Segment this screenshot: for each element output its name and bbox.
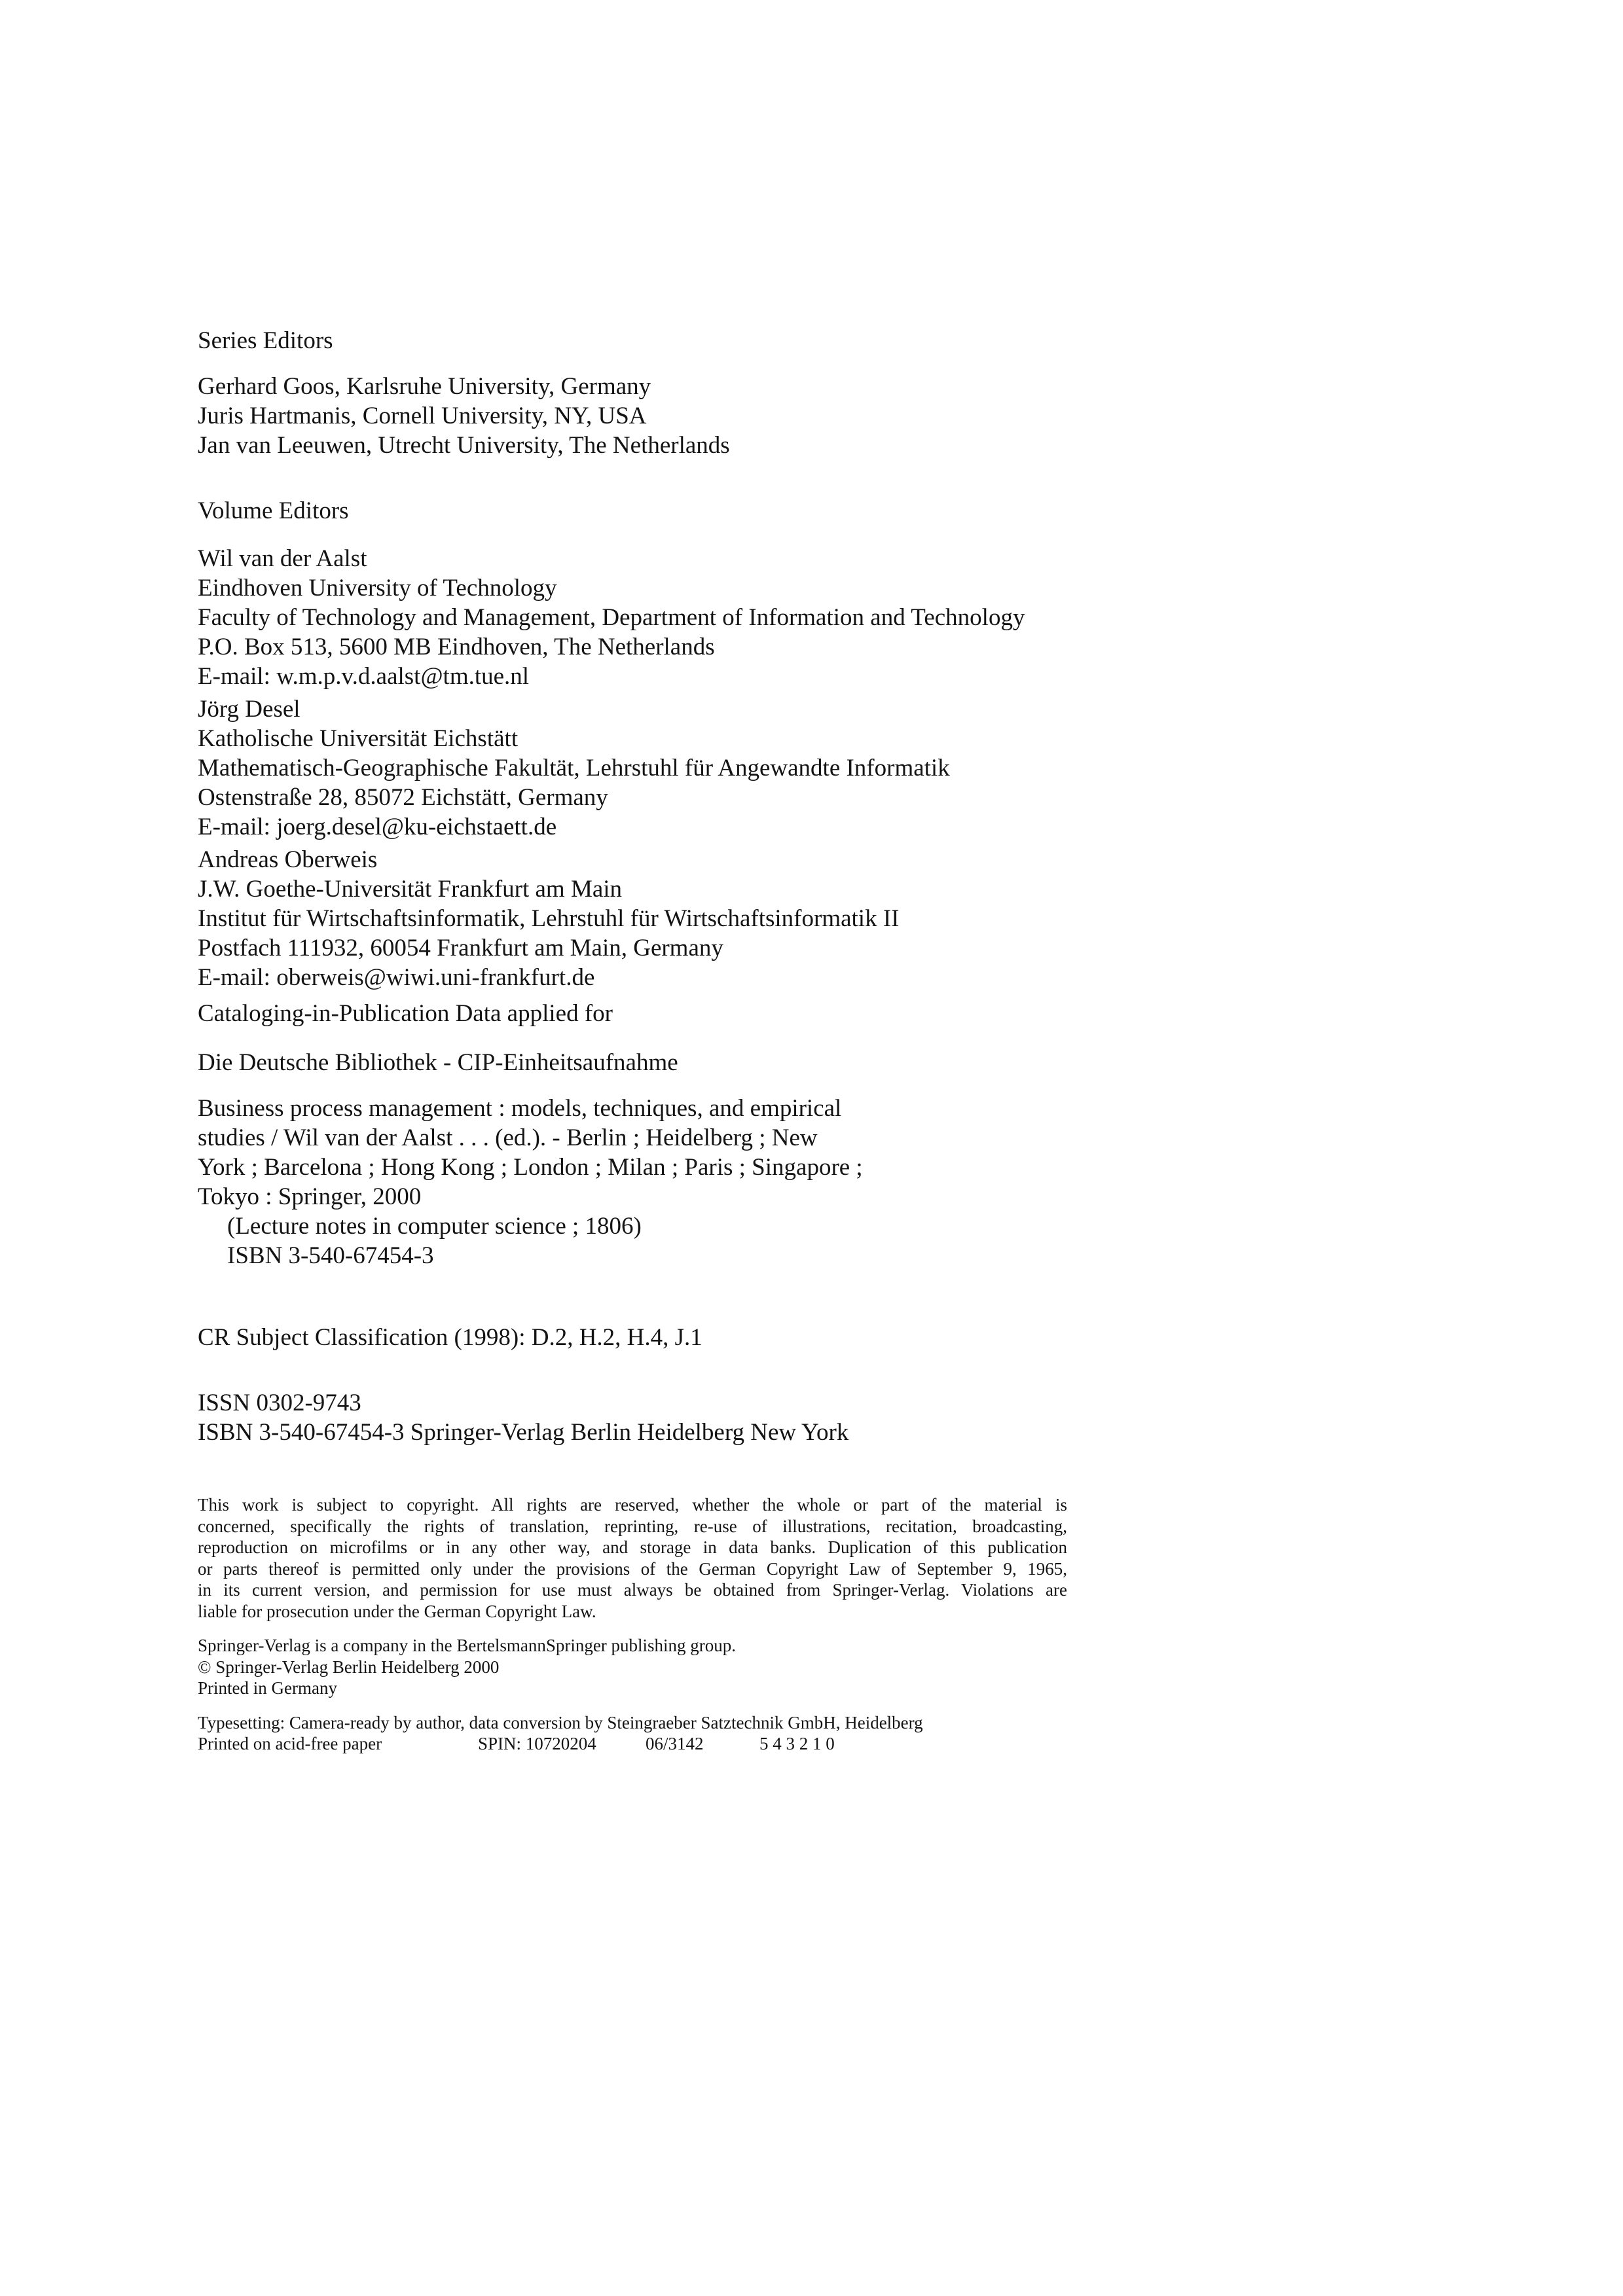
printing-row xyxy=(198,1733,1088,1755)
cr-classification: CR Subject Classification (1998): D.2, H.2, H.4, J.1 xyxy=(198,1324,702,1351)
spin-number: SPIN: 10720204 xyxy=(478,1734,596,1753)
copyright-line: This work is subject to copyright. All rights are reserved, whether the whole or part of the material is xyxy=(198,1495,1067,1515)
editor-address: Postfach 111932, 60054 Frankfurt am Main, Germany xyxy=(198,935,723,961)
imprint-page xyxy=(198,326,1088,1755)
publisher-group: Springer-Verlag is a company in the BertelsmannSpringer publishing group. xyxy=(198,1636,737,1655)
cip-note-text: Cataloging-in-Publication Data applied for xyxy=(198,1000,613,1027)
editor-name: Jörg Desel xyxy=(198,696,301,723)
issn: ISSN 0302-9743 xyxy=(198,1390,361,1416)
copyright-line: concerned, specifically the rights of translation, reprinting, re-use of illustrations, recitation, broadcasting, xyxy=(198,1516,1067,1536)
cip-record-line: Business process management : models, techniques, and empirical xyxy=(198,1095,842,1122)
copyright-line: or parts thereof is permitted only under the provisions of the German Copyright Law of September 9, 1965, xyxy=(198,1558,1067,1579)
publisher-info xyxy=(198,1635,1088,1699)
editor-email: E-mail: oberweis@wiwi.uni-frankfurt.de xyxy=(198,964,595,991)
editor-department: Mathematisch-Geographische Fakultät, Lehrstuhl für Angewandte Informatik xyxy=(198,755,950,781)
cip-record-line: York ; Barcelona ; Hong Kong ; London ; Milan ; Paris ; Singapore ; xyxy=(198,1154,863,1181)
series-editor-name: Gerhard Goos, Karlsruhe University, Germany xyxy=(198,373,651,400)
editor-affiliation: Eindhoven University of Technology xyxy=(198,575,557,601)
library-name: Die Deutsche Bibliothek - CIP-Einheitsaufnahme xyxy=(198,1049,678,1076)
cip-series-note: (Lecture notes in computer science ; 1806) xyxy=(227,1213,642,1240)
identifiers-section xyxy=(198,1388,1088,1447)
copyright-line-publisher: © Springer-Verlag Berlin Heidelberg 2000 xyxy=(198,1657,500,1677)
cip-isbn: ISBN 3-540-67454-3 xyxy=(227,1242,434,1269)
cip-record-line: studies / Wil van der Aalst . . . (ed.). - Berlin ; Heidelberg ; New xyxy=(198,1124,818,1151)
editor-address: P.O. Box 513, 5600 MB Eindhoven, The Netherlands xyxy=(198,634,715,660)
classification-section xyxy=(198,1323,1088,1352)
editor-department: Faculty of Technology and Management, Department of Information and Technology xyxy=(198,604,1025,631)
volume-editor-entry xyxy=(198,544,1088,691)
series-editors-heading: Series Editors xyxy=(198,327,333,354)
volume-editors-section xyxy=(198,496,1088,526)
cip-note xyxy=(198,999,1088,1028)
printed-in: Printed in Germany xyxy=(198,1678,337,1698)
editor-name: Wil van der Aalst xyxy=(198,545,367,572)
editor-email: E-mail: w.m.p.v.d.aalst@tm.tue.nl xyxy=(198,663,530,690)
copyright-notice xyxy=(198,1494,1067,1622)
cip-record-line: Tokyo : Springer, 2000 xyxy=(198,1183,422,1210)
copyright-line: reproduction on microfilms or in any other way, and storage in data banks. Duplication of this publication xyxy=(198,1537,1067,1557)
volume-editor-entry xyxy=(198,845,1088,992)
series-editor-name: Juris Hartmanis, Cornell University, NY, USA xyxy=(198,403,647,429)
isbn-publisher: ISBN 3-540-67454-3 Springer-Verlag Berlin Heidelberg New York xyxy=(198,1419,849,1446)
editor-department: Institut für Wirtschaftsinformatik, Lehrstuhl für Wirtschaftsinformatik II xyxy=(198,905,900,932)
print-run: 5 4 3 2 1 0 xyxy=(759,1734,835,1753)
volume-editor-entry xyxy=(198,694,1088,842)
print-code: 06/3142 xyxy=(646,1734,704,1753)
series-editors-section xyxy=(198,326,1088,355)
series-editors-list xyxy=(198,372,1088,460)
editor-affiliation: Katholische Universität Eichstätt xyxy=(198,725,519,752)
editor-address: Ostenstraße 28, 85072 Eichstätt, Germany xyxy=(198,784,608,811)
cip-record xyxy=(198,1094,1088,1270)
series-editor-name: Jan van Leeuwen, Utrecht University, The Netherlands xyxy=(198,432,730,459)
printing-info xyxy=(198,1712,1088,1755)
editor-affiliation: J.W. Goethe-Universität Frankfurt am Main xyxy=(198,876,623,903)
editor-name: Andreas Oberweis xyxy=(198,846,378,873)
copyright-line: in its current version, and permission for use must always be obtained from Springer-Verlag. Violations are xyxy=(198,1580,1067,1600)
library-heading xyxy=(198,1048,1088,1077)
copyright-line: liable for prosecution under the German Copyright Law. xyxy=(198,1601,596,1621)
volume-editors-heading: Volume Editors xyxy=(198,497,349,524)
typesetting-note: Typesetting: Camera-ready by author, data conversion by Steingraeber Satztechnik GmbH, Heidelberg xyxy=(198,1712,923,1732)
paper-note: Printed on acid-free paper xyxy=(198,1734,382,1753)
editor-email: E-mail: joerg.desel@ku-eichstaett.de xyxy=(198,814,557,840)
